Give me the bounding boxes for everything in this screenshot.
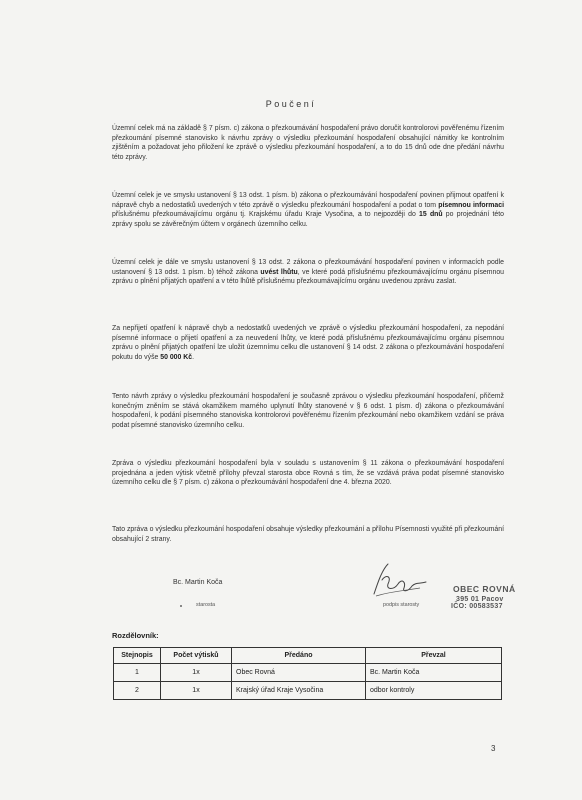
table-cell: Bc. Martin Koča: [366, 664, 502, 682]
handwritten-signature: [368, 560, 438, 602]
paragraph: [112, 392, 504, 430]
text-run: .: [192, 353, 194, 361]
column-header: Předáno: [232, 648, 366, 664]
signatory-name: Bc. Martin Koča: [173, 579, 223, 586]
bold-text: uvést lhůtu: [260, 268, 298, 276]
bullet-dot: [180, 605, 182, 607]
table-cell: 1: [114, 664, 161, 682]
official-stamp: [453, 584, 516, 610]
page-number: 3: [491, 744, 496, 753]
paragraph: [112, 459, 504, 488]
text-run: příslušnému přezkoumávajícímu orgánu tj. Krajskému úřadu Kraje Vysočina, a to nejpozději do: [112, 211, 420, 219]
paragraph: [112, 191, 504, 229]
stamp-line: OBEC ROVNÁ: [453, 584, 516, 594]
signature-label: podpis starosty: [383, 602, 420, 608]
paragraph: [112, 324, 504, 362]
paragraph: [112, 124, 504, 162]
column-header: Počet výtisků: [161, 648, 232, 664]
paragraph: [112, 258, 504, 287]
table-row: [114, 682, 502, 700]
bold-text: 50 000 Kč: [160, 353, 193, 361]
text-run: Tato zpráva o výsledku přezkoumání hospodaření obsahuje výsledky přezkoumání a přílohu Písemnosti využité při přezkoumání obsahující 2 strany.: [112, 526, 504, 543]
table-cell: 1x: [161, 682, 232, 700]
table-cell: odbor kontroly: [366, 682, 502, 700]
bold-text: 15 dnů: [419, 211, 443, 219]
text-run: Zpráva o výsledku přezkoumání hospodaření byla v souladu s ustanovením § 11 zákona o přezkoumávání hospodaření projednána a jeden výtisk včetně přílohy převzal starosta obce Rovná s tím, že se vzdává práva podat písemné stanovisko územního celku dle § 7 písm. c) zákona o přezkoumávání hospodaření dne 4. března 2020.: [112, 460, 504, 487]
page-title: Poučení: [265, 99, 317, 109]
table-cell: Obec Rovná: [232, 664, 366, 682]
text-run: Územní celek je ve smyslu ustanovení § 13 odst. 1 písm. b) zákona o přezkoumávání hospodaření povinen přijmout opatření k nápravě chyb a nedostatků uvedených v této zprávě o výsledku přezkoumání hospodaření a podat o tom: [112, 192, 504, 209]
distribution-table: [113, 647, 502, 700]
paragraph: [112, 525, 504, 544]
distribution-heading: Rozdělovník:: [112, 631, 159, 640]
table-cell: 1x: [161, 664, 232, 682]
text-run: Tento návrh zprávy o výsledku přezkoumání hospodaření je současně zprávou o výsledku přezkoumání hospodaření, přičemž konečným zněním se stává okamžikem marného uplynutí lhůty stanovené v § 6 odst. 1 písm. d) zákona o přezkoumávání hospodaření, k podání písemného stanoviska kontrolorovi pověřenému řízením přezkoumání nebo okamžikem vzdání se práva podat písemné stanovisko územního celku.: [112, 393, 504, 429]
column-header: Převzal: [366, 648, 502, 664]
text-run: Územní celek je dále ve smyslu ustanovení § 13 odst. 2 zákona o přezkoumávání hospodaření povinen v informacích podle ustanovení § 13 odst. 1 písm. b) téhož zákona: [112, 259, 504, 276]
table-cell: Krajský úřad Kraje Vysočina: [232, 682, 366, 700]
signatory-role: starosta: [196, 602, 216, 608]
table-header-row: [114, 648, 502, 664]
text-run: Za nepřijetí opatření k nápravě chyb a nedostatků uvedených ve zprávě o výsledku přezkoumání hospodaření, za nepodání písemné informace o přijetí opatření a za neuvedení lhůty, ve které podá příslušnému přezkoumávajícímu orgánu písemnou zprávu o plnění přijatých opatření lze uložit územnímu celku dle ustanovení § 14 odst. 2 zákona o přezkoumávání hospodaření pokutu do výše: [112, 325, 504, 361]
column-header: Stejnopis: [114, 648, 161, 664]
text-run: po projednání této zprávy spolu se závěrečným účtem v orgánech územního celku.: [112, 211, 505, 228]
table-cell: 2: [114, 682, 161, 700]
stamp-line: IČO: 00583537: [451, 603, 503, 610]
bold-text: písemnou informaci: [438, 201, 504, 209]
text-run: , ve které podá příslušnému přezkoumávajícímu orgánu písemnou zprávu o plnění přijatých opatření a v této lhůtě příslušnému přezkoumávajícímu orgánu uvedenou zprávu zaslat.: [112, 268, 504, 286]
text-run: Územní celek má na základě § 7 písm. c) zákona o přezkoumávání hospodaření právo doručit kontrolorovi pověřenému řízením přezkoumání písemné stanovisko k návrhu zprávy o výsledku přezkoumání hospodaření obsahující námitky ke kontrolním zjištěním a požadovat jeho přiložení ke zprávě o výsledku přezkoumání hospodaření, a to do 15 dnů ode dne předání návrhu této zprávy.: [112, 125, 504, 161]
table-row: [114, 664, 502, 682]
stamp-line: 395 01 Pacov: [456, 596, 504, 603]
